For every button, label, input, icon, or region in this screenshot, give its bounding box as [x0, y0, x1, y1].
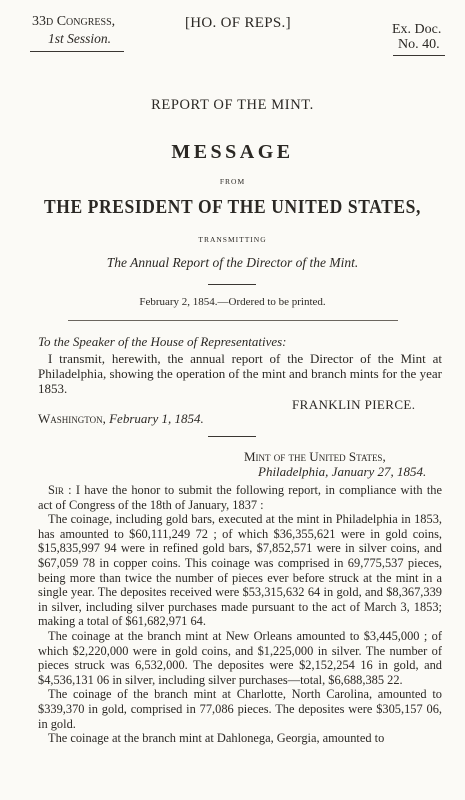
report-title: REPORT OF THE MINT.: [151, 97, 314, 113]
separator-rule-3: [208, 436, 256, 437]
letter-date: February 1, 1854.: [109, 411, 204, 426]
separator-rule-2: [68, 320, 398, 321]
letter-body: [38, 351, 442, 396]
report-heading-place: Philadelphia,: [258, 464, 329, 479]
order-line: February 2, 1854.—Ordered to be printed.: [139, 296, 326, 308]
report-paragraph-1-text: I have the honor to submit the following report, in compliance with the act of Congress of the 18th of January, 1837 :: [38, 483, 442, 512]
doc-number-label: No. 40.: [398, 37, 440, 52]
header-rule-right: [393, 55, 445, 56]
doc-type-label: Ex. Doc.: [392, 22, 442, 37]
session-label: 1st Session.: [48, 31, 112, 46]
from-label: FROM: [219, 177, 246, 186]
report-paragraph-5: The coinage at the branch mint at Dahlonega, Georgia, amounted to: [48, 731, 385, 746]
report-paragraph-4: The coinage of the branch mint at Charlotte, North Carolina, amounted to $339,370 in gold, comprised in 77,086 pieces. The deposites were $305,157 06, in gold.: [38, 687, 442, 731]
letter-salutation: To the Speaker of the House of Representatives:: [38, 334, 287, 349]
letter-place: Washington,: [38, 411, 106, 426]
report-heading-date: January 27, 1854.: [331, 464, 427, 479]
report-heading-line1: Mint of the United States,: [244, 449, 386, 464]
letter-body-text: I transmit, herewith, the annual report of the Director of the Mint at Philadelphia, showing the operation of the mint and branch mints for the year 1853.: [38, 351, 442, 396]
header-rule-left: [30, 51, 124, 52]
report-opening-sir: Sir :: [48, 483, 72, 497]
report-heading-line2: [258, 464, 426, 480]
report-paragraph-3: The coinage at the branch mint at New Orleans amounted to $3,445,000 ; of which $2,220,000 were in gold coins, and $1,225,000 in silver. The number of pieces struck was 6,532,000. The deposites were $2,152,254 16 in gold, and $4,536,131 06 in silver, including silver purchases—total, $6,688,385 22.: [38, 628, 442, 687]
congress-label: 33d Congress,: [32, 14, 116, 29]
message-heading: MESSAGE: [171, 141, 294, 163]
president-heading: THE PRESIDENT OF THE UNITED STATES,: [44, 194, 421, 218]
house-label: [HO. OF REPS.]: [185, 15, 291, 31]
report-paragraph-2: The coinage, including gold bars, executed at the mint in Philadelphia in 1853, has amounted to $60,111,249 72 ; of which $36,355,621 were in gold coins, $15,835,997 94 were in refined gold bars, $7,852,571 were in silver coins, and $67,059 78 in copper coins. This coinage was comprised in 69,775,537 pieces, being more than twice the number of pieces ever before struck at the mint in a single year. The deposites received were $53,315,632 64 in gold, and $8,367,339 in silver, including silver purchases made pursuant to the act of March 3, 1853; making a total of $61,682,971 64.: [38, 512, 442, 629]
separator-rule-1: [208, 284, 256, 285]
transmitting-label: TRANSMITTING: [198, 235, 267, 244]
report-body: [38, 483, 442, 746]
letter-dateline: [38, 411, 204, 427]
report-paragraph-1: [38, 483, 442, 512]
subject-line: The Annual Report of the Director of the Mint.: [106, 255, 359, 270]
letter-signature: FRANKLIN PIERCE.: [292, 397, 416, 412]
